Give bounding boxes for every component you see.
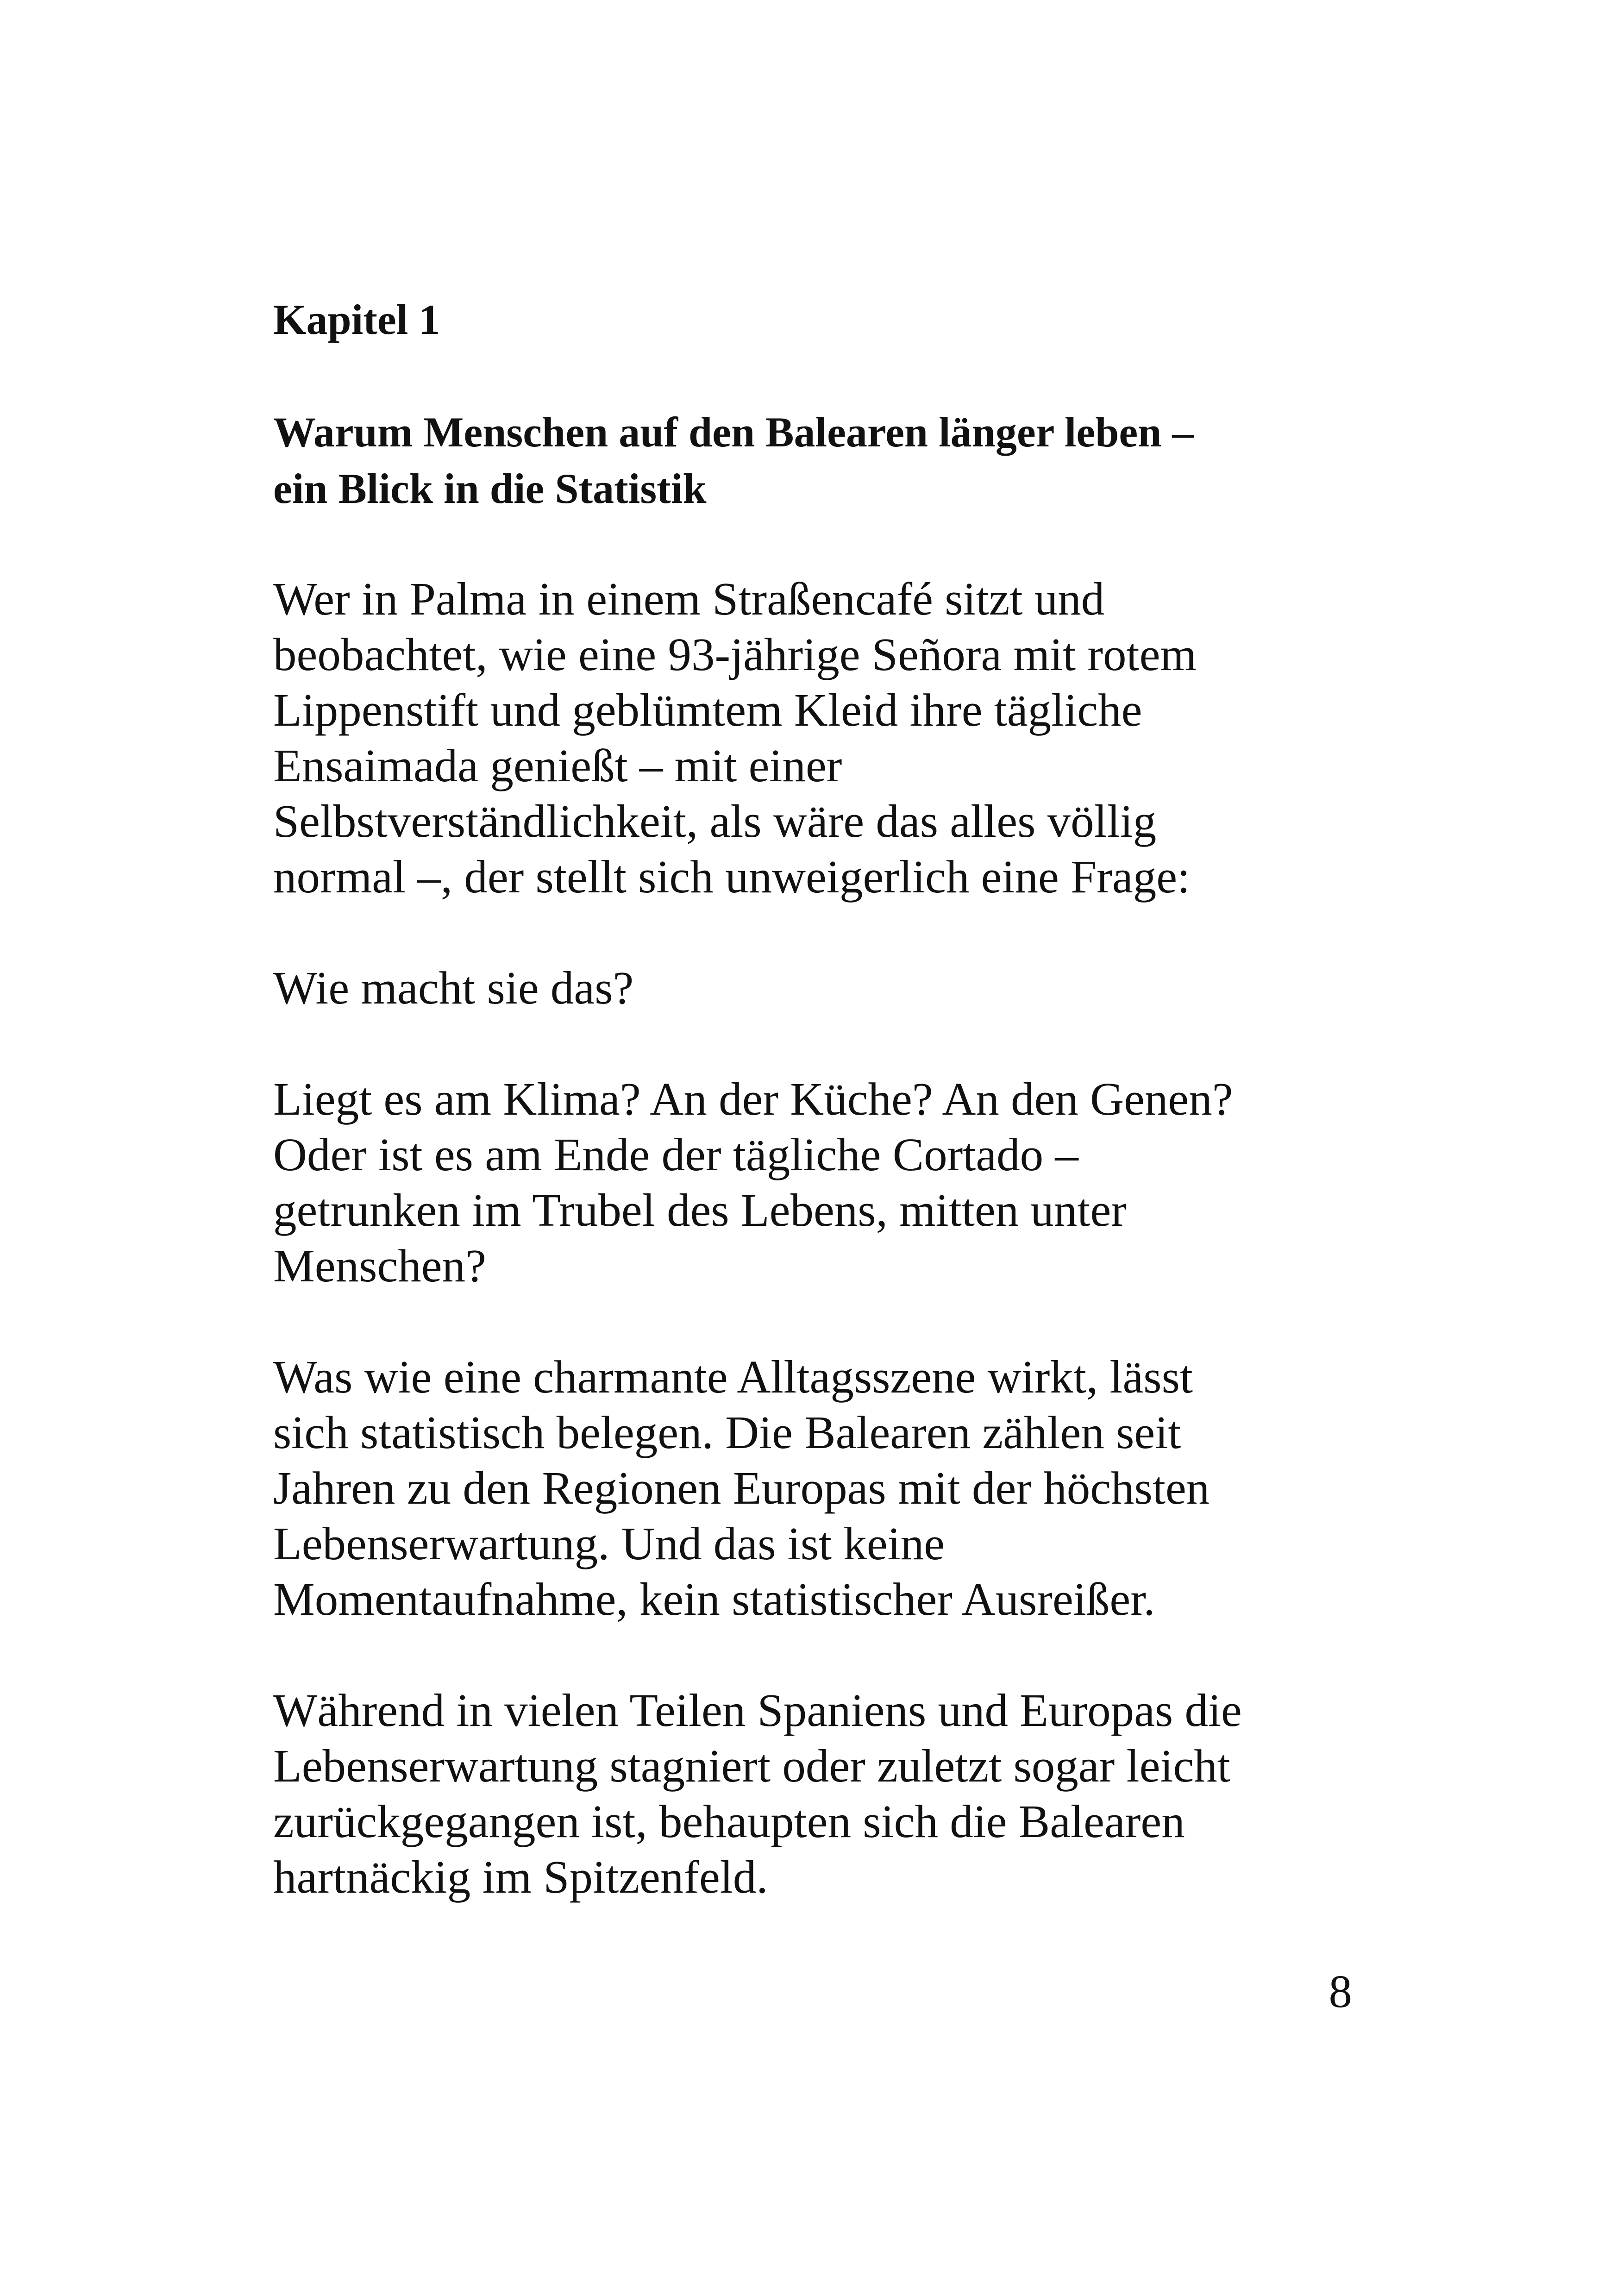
paragraph-line: normal –, der stellt sich unweigerlich eine Frage: xyxy=(273,851,1191,903)
paragraph-line: getrunken im Trubel des Lebens, mitten unter xyxy=(273,1184,1127,1236)
chapter-label: Kapitel 1 xyxy=(273,296,440,343)
paragraph-line: Menschen? xyxy=(273,1240,486,1292)
paragraph xyxy=(273,1682,1385,1905)
paragraph-line: Während in vielen Teilen Spaniens und Europas die xyxy=(273,1684,1242,1736)
paragraph-line: Lippenstift und geblümtem Kleid ihre tägliche xyxy=(273,684,1142,736)
paragraph-line: beobachtet, wie eine 93-jährige Señora mit rotem xyxy=(273,628,1197,680)
paragraph xyxy=(273,1349,1385,1627)
chapter-title xyxy=(273,404,1385,517)
page-number: 8 xyxy=(1329,1965,1352,2017)
paragraph xyxy=(273,1071,1385,1293)
paragraph-line: Momentaufnahme, kein statistischer Ausreißer. xyxy=(273,1573,1155,1625)
paragraph xyxy=(273,571,1385,904)
chapter-title-line: Warum Menschen auf den Balearen länger leben – xyxy=(273,408,1194,456)
paragraph-line: Selbstverständlichkeit, als wäre das alles völlig xyxy=(273,795,1157,847)
paragraph-line: sich statistisch belegen. Die Balearen zählen seit xyxy=(273,1406,1181,1458)
paragraph-line: Jahren zu den Regionen Europas mit der höchsten xyxy=(273,1462,1210,1514)
paragraph-line: Liegt es am Klima? An der Küche? An den Genen? xyxy=(273,1073,1233,1125)
paragraph-line: hartnäckig im Spitzenfeld. xyxy=(273,1851,768,1903)
paragraph-line: Was wie eine charmante Alltagsszene wirkt, lässt xyxy=(273,1351,1193,1403)
paragraph xyxy=(273,960,1385,1016)
paragraph-line: zurückgegangen ist, behaupten sich die Balearen xyxy=(273,1795,1185,1847)
paragraph-line: Oder ist es am Ende der tägliche Cortado – xyxy=(273,1129,1078,1180)
paragraph-line: Ensaimada genießt – mit einer xyxy=(273,740,842,791)
paragraph-line: Lebenserwartung stagniert oder zuletzt sogar leicht xyxy=(273,1740,1230,1792)
paragraph-line: Wie macht sie das? xyxy=(273,962,634,1014)
paragraph-line: Wer in Palma in einem Straßencafé sitzt und xyxy=(273,573,1105,625)
chapter-title-line: ein Blick in die Statistik xyxy=(273,465,707,512)
paragraph-line: Lebenserwartung. Und das ist keine xyxy=(273,1518,945,1569)
